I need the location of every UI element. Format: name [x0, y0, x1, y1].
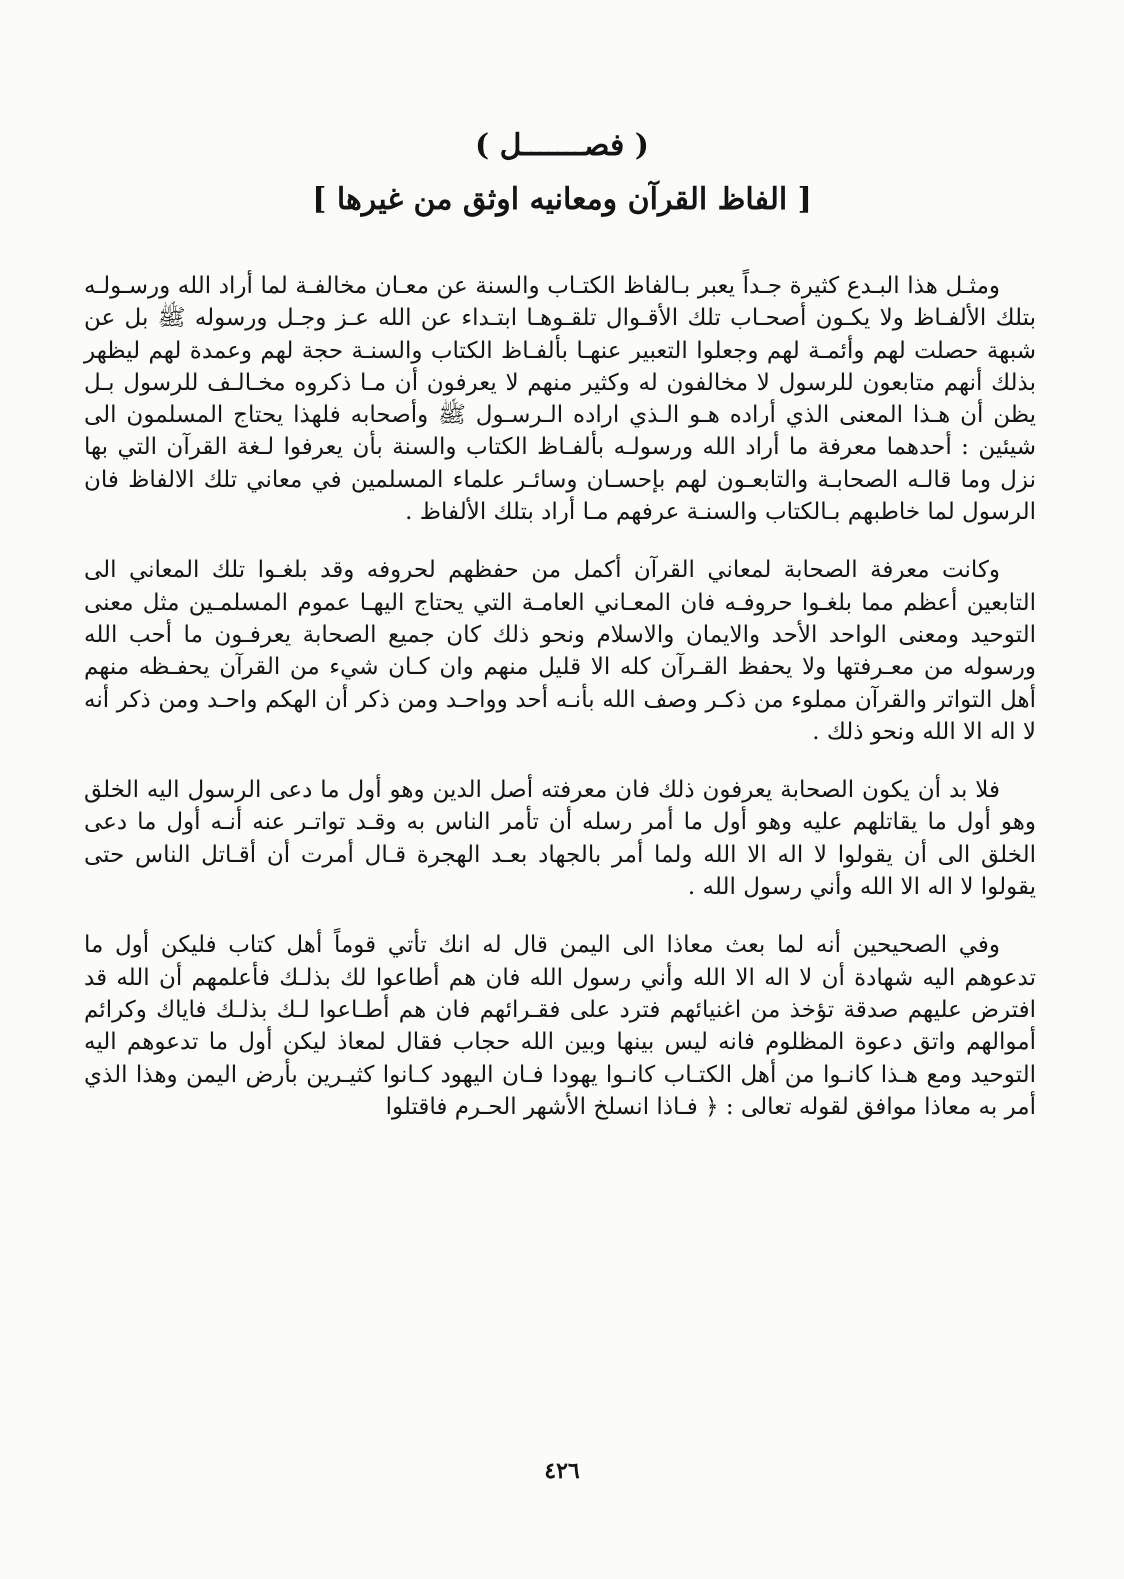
paragraph-2: وكانت معرفة الصحابة لمعاني القرآن أكمل من حفظهم لحروفه وقد بلغـوا تلك المعاني الى التابعين أعظم مما بلغـوا حروفـه فان المعـاني العامـة التي يحتاج اليهـا عموم المسلمـين مثل معنى التوحيد ومعنى الواحد الأحد والايمان والاسلام ونحو ذلك كان جميع الصحابة يعرفـون ما أحب الله ورسوله من معـرفتها ولا يحفظ القـرآن كله الا قليل منهم وان كـان شيء من القرآن يحفـظه منهم أهل التواتر والقرآن مملوء من ذكـر وصف الله بأنـه أحد وواحـد ومن ذكر أن الهكم واحـد ومن ذكر أنه لا اله الا الله ونحو ذلك .: [84, 557, 1036, 745]
body-text: [84, 270, 1036, 1149]
paragraph-3: فلا بد أن يكون الصحابة يعرفون ذلك فان معرفته أصل الدين وهو أول ما دعى الرسول اليه الخلق وهو أول ما يقاتلهم عليه وهو أول ما أمر رسله أن تأمر الناس به وقـد تواتـر عنه أنـه أول ما دعى الخلق الى أن يقولوا لا اله الا الله ولما أمر بالجهاد بعـد الهجرة قـال أمرت أن أقـاتل الناس حتى يقولوا لا اله الا الله وأني رسول الله .: [84, 777, 1036, 901]
paragraph-4: وفي الصحيحين أنه لما بعث معاذا الى اليمن قال له انك تأتي قوماً أهل كتاب فليكن أول ما تدعوهم اليه شهادة أن لا اله الا الله وأني رسول الله فان هم أطاعوا لك بذلـك فأعلمهم أن الله قد افترض عليهم صدقة تؤخذ من اغنيائهم فترد على فقـرائهم فان هم أطـاعوا لـك بذلـك فاياك وكرائم أموالهم واتق دعوة المظلوم فانه ليس بينها وبين الله حجاب فقال لمعاذ ليكن أول ما تدعوهم اليه التوحيد ومع هـذا كانـوا من أهل الكتـاب كانـوا يهودا فـان اليهود كـانوا كثيـرين بأرض اليمن وهذا الذي أمر به معاذا موافق لقوله تعالى : ﴿ فـاذا انسلخ الأشهر الحـرم فاقتلوا: [84, 932, 1036, 1120]
section-subtitle: [ الفاظ القرآن ومعانيه اوثق من غيرها ]: [312, 182, 812, 217]
page-number: ٤٢٦: [544, 1458, 580, 1484]
section-heading: ( فصـــــــل ): [475, 128, 649, 163]
paragraph-1: ومثـل هذا البـدع كثيرة جـداً يعبر بـالفاظ الكتـاب والسنة عن معـان مخالفـة لما أراد الله ورسـولـه بتلك الألفـاظ ولا يكـون أصحـاب تلك الأقـوال تلقـوهـا ابتـداء عن الله عـز وجـل ورسوله ﷺ بل عن شبهة حصلت لهم وأئمـة لهم وجعلوا التعبير عنهـا بألفـاظ الكتاب والسنـة حجة لهم وعمدة لهم ليظهر بذلك أنهم متابعون للرسول لا مخالفون له وكثير منهم لا يعرفون أن مـا ذكروه مخـالـف للرسول بـل يظن أن هـذا المعنى الذي أراده هـو الـذي اراده الـرسـول ﷺ وأصحابه فلهذا يحتاج المسلمون الى شيئين : أحدهما معرفة ما أراد الله ورسولـه بألفـاظ الكتاب والسنة بأن يعرفوا لـغة القرآن التي بها نزل وما قالـه الصحابـة والتابعـون لهم بإحسـان وسائـر علماء المسلمين في معاني تلك الالفاظ فان الرسول لما خاطبهم بـالكتاب والسنـة عرفهم مـا أراد بتلك الألفاظ .: [84, 273, 1036, 526]
